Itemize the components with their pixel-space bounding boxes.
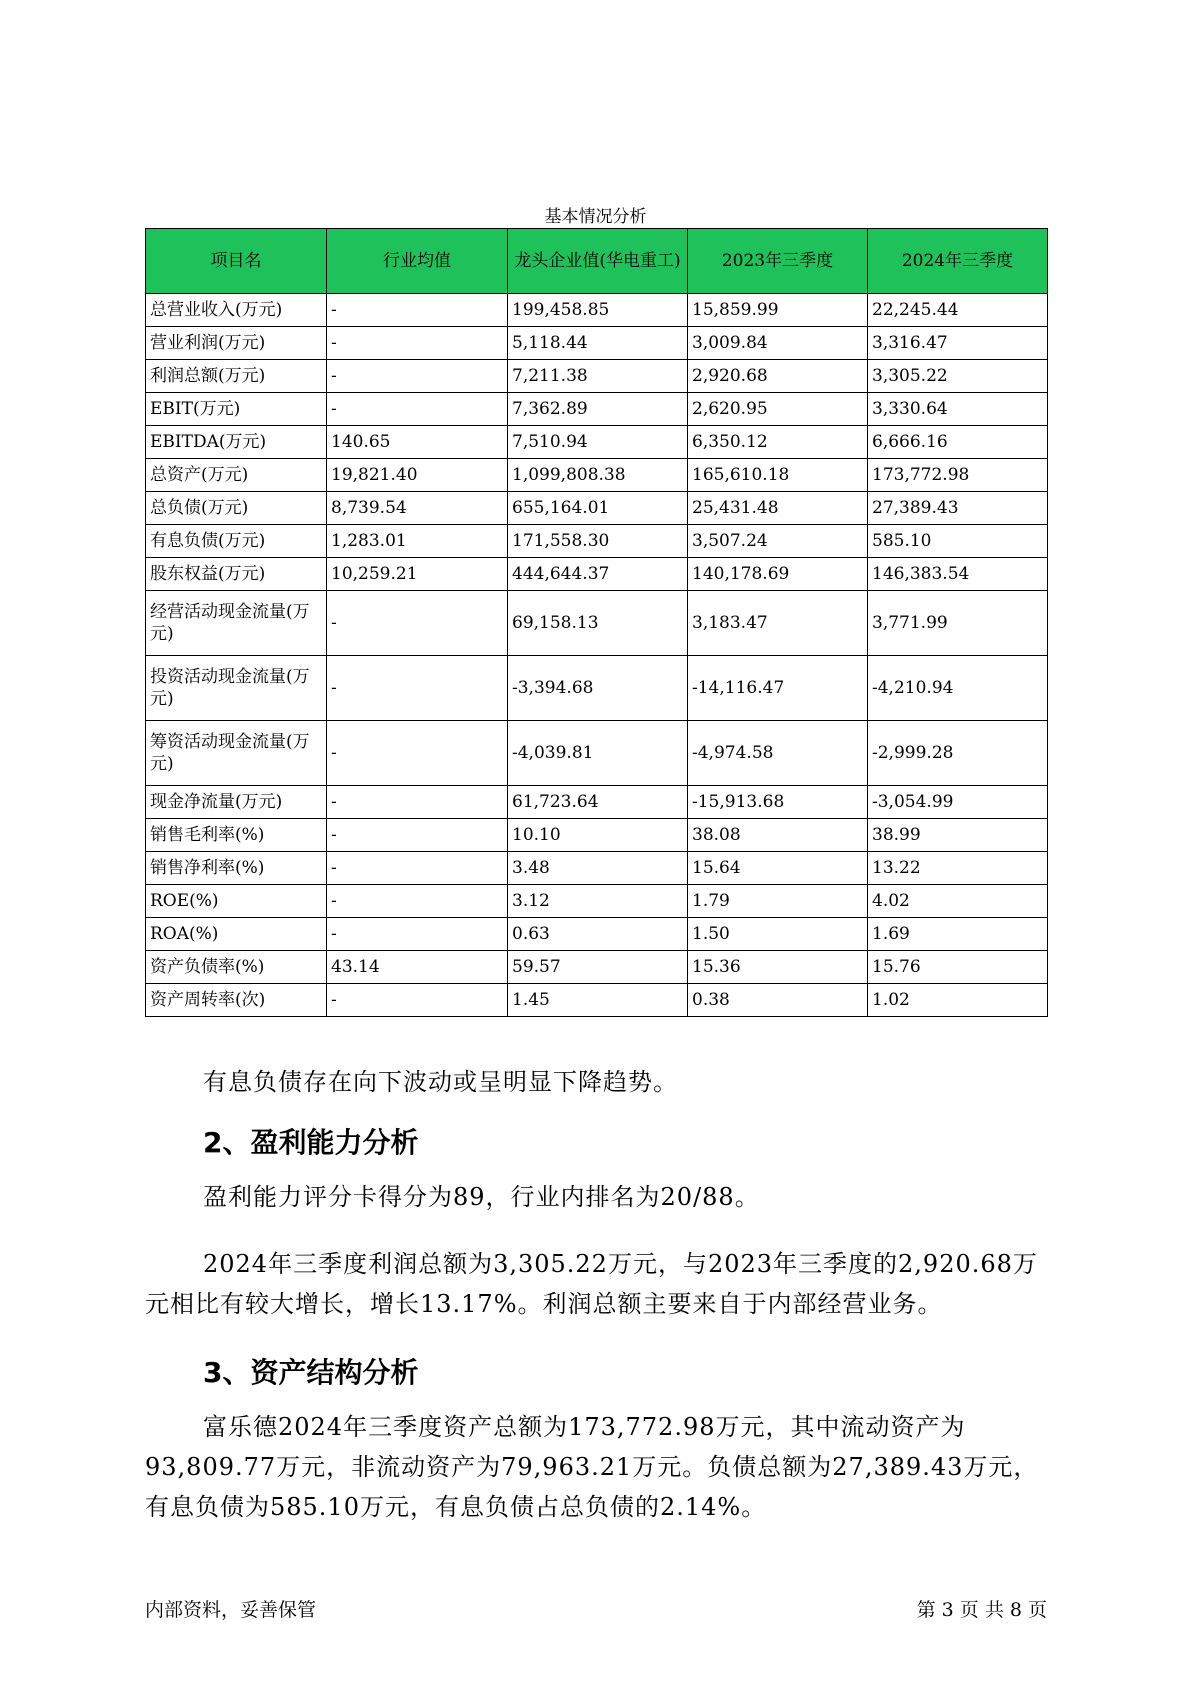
paragraph-profit-score: 盈利能力评分卡得分为89，行业内排名为20/88。 (203, 1183, 760, 1211)
column-header: 2024年三季度 (868, 229, 1048, 294)
table-cell-industry: - (327, 294, 508, 327)
column-header: 2023年三季度 (688, 229, 868, 294)
table-cell-q3-2023: 165,610.18 (688, 459, 868, 492)
table-cell-q3-2023: 2,920.68 (688, 360, 868, 393)
table-cell-q3-2023: 0.38 (688, 984, 868, 1017)
table-cell-industry: - (327, 819, 508, 852)
table-row (146, 885, 1048, 918)
table-row (146, 360, 1048, 393)
table-cell-industry: - (327, 885, 508, 918)
table-cell-q3-2023: 6,350.12 (688, 426, 868, 459)
table-cell-name: 经营活动现金流量(万元) (146, 591, 327, 656)
table-row (146, 558, 1048, 591)
table-cell-leader: 444,644.37 (508, 558, 688, 591)
table-cell-leader: 199,458.85 (508, 294, 688, 327)
column-header: 项目名 (146, 229, 327, 294)
table-cell-name: ROE(%) (146, 885, 327, 918)
table-cell-name: 资产负债率(%) (146, 951, 327, 984)
table-cell-leader: 3.48 (508, 852, 688, 885)
table-cell-q3-2023: 3,183.47 (688, 591, 868, 656)
table-cell-leader: 5,118.44 (508, 327, 688, 360)
table-cell-industry: 140.65 (327, 426, 508, 459)
table-cell-q3-2023: -4,974.58 (688, 721, 868, 786)
table-cell-name: 投资活动现金流量(万元) (146, 656, 327, 721)
table-cell-leader: -3,394.68 (508, 656, 688, 721)
table-row (146, 591, 1048, 656)
table-cell-q3-2024: 585.10 (868, 525, 1048, 558)
table-cell-q3-2024: 146,383.54 (868, 558, 1048, 591)
table-cell-q3-2023: 15,859.99 (688, 294, 868, 327)
table-row (146, 918, 1048, 951)
section-heading-asset-structure: 3、资产结构分析 (203, 1356, 419, 1389)
table-cell-name: 有息负债(万元) (146, 525, 327, 558)
table-header-row (146, 229, 1048, 294)
table-cell-leader: -4,039.81 (508, 721, 688, 786)
basic-analysis-table (145, 228, 1048, 1017)
table-cell-q3-2024: 22,245.44 (868, 294, 1048, 327)
table-cell-industry: - (327, 852, 508, 885)
section-heading-profitability: 2、盈利能力分析 (203, 1126, 419, 1159)
table-cell-q3-2024: 38.99 (868, 819, 1048, 852)
table-cell-q3-2023: -14,116.47 (688, 656, 868, 721)
table-cell-name: 股东权益(万元) (146, 558, 327, 591)
table-row (146, 852, 1048, 885)
table-cell-industry: - (327, 393, 508, 426)
table-cell-q3-2024: 13.22 (868, 852, 1048, 885)
table-cell-name: 筹资活动现金流量(万元) (146, 721, 327, 786)
table-cell-q3-2024: 1.02 (868, 984, 1048, 1017)
table-cell-industry: - (327, 327, 508, 360)
table-cell-q3-2024: 3,316.47 (868, 327, 1048, 360)
table-cell-name: 营业利润(万元) (146, 327, 327, 360)
table-cell-q3-2024: 6,666.16 (868, 426, 1048, 459)
table-cell-industry: - (327, 591, 508, 656)
paragraph-interest-debt: 有息负债存在向下波动或呈明显下降趋势。 (203, 1068, 678, 1096)
table-cell-name: 利润总额(万元) (146, 360, 327, 393)
table-row (146, 492, 1048, 525)
table-cell-industry: - (327, 786, 508, 819)
table-cell-q3-2024: 15.76 (868, 951, 1048, 984)
table-cell-q3-2023: 15.36 (688, 951, 868, 984)
table-cell-leader: 7,211.38 (508, 360, 688, 393)
table-cell-name: 销售毛利率(%) (146, 819, 327, 852)
table-cell-leader: 59.57 (508, 951, 688, 984)
table-cell-leader: 7,362.89 (508, 393, 688, 426)
table-row (146, 294, 1048, 327)
table-cell-q3-2024: 3,771.99 (868, 591, 1048, 656)
table-cell-industry: - (327, 918, 508, 951)
table-cell-name: ROA(%) (146, 918, 327, 951)
table-cell-q3-2023: 1.79 (688, 885, 868, 918)
table-cell-industry: - (327, 721, 508, 786)
table-row (146, 459, 1048, 492)
table-row (146, 951, 1048, 984)
table-cell-leader: 655,164.01 (508, 492, 688, 525)
table-row (146, 984, 1048, 1017)
table-cell-q3-2023: 2,620.95 (688, 393, 868, 426)
table-row (146, 786, 1048, 819)
table-cell-q3-2024: 3,305.22 (868, 360, 1048, 393)
table-cell-name: 总负债(万元) (146, 492, 327, 525)
column-header: 龙头企业值(华电重工) (508, 229, 688, 294)
table-cell-leader: 3.12 (508, 885, 688, 918)
table-cell-name: EBIT(万元) (146, 393, 327, 426)
table-cell-q3-2024: 27,389.43 (868, 492, 1048, 525)
table-cell-q3-2023: 38.08 (688, 819, 868, 852)
table-cell-q3-2023: 3,507.24 (688, 525, 868, 558)
footer-page-number: 第 3 页 共 8 页 (916, 1599, 1047, 1621)
table-cell-q3-2023: 1.50 (688, 918, 868, 951)
table-cell-name: 总营业收入(万元) (146, 294, 327, 327)
table-cell-name: EBITDA(万元) (146, 426, 327, 459)
footer-confidential: 内部资料，妥善保管 (145, 1599, 317, 1621)
table-row (146, 393, 1048, 426)
table-cell-leader: 69,158.13 (508, 591, 688, 656)
table-cell-industry: - (327, 984, 508, 1017)
table-cell-q3-2024: 173,772.98 (868, 459, 1048, 492)
table-row (146, 426, 1048, 459)
table-cell-industry: 8,739.54 (327, 492, 508, 525)
table-cell-leader: 1.45 (508, 984, 688, 1017)
table-cell-q3-2023: 3,009.84 (688, 327, 868, 360)
table-cell-leader: 171,558.30 (508, 525, 688, 558)
paragraph-profit-total: 2024年三季度利润总额为3,305.22万元，与2023年三季度的2,920.68万元相比有较大增长，增长13.17%。利润总额主要来自于内部经营业务。 (145, 1250, 1038, 1318)
paragraph-asset-structure: 富乐德2024年三季度资产总额为173,772.98万元，其中流动资产为93,809.77万元，非流动资产为79,963.21万元。负债总额为27,389.43万元，有息负债为585.10万元，有息负债占总负债的2.14%。 (145, 1413, 1039, 1521)
table-row (146, 327, 1048, 360)
table-caption: 基本情况分析 (544, 207, 647, 227)
table-cell-industry: - (327, 360, 508, 393)
table-cell-q3-2024: 3,330.64 (868, 393, 1048, 426)
table-cell-leader: 7,510.94 (508, 426, 688, 459)
table-cell-leader: 1,099,808.38 (508, 459, 688, 492)
table-cell-q3-2024: -3,054.99 (868, 786, 1048, 819)
table-cell-name: 现金净流量(万元) (146, 786, 327, 819)
table-cell-q3-2024: -2,999.28 (868, 721, 1048, 786)
table-cell-industry: 19,821.40 (327, 459, 508, 492)
table-cell-industry: 1,283.01 (327, 525, 508, 558)
table-row (146, 721, 1048, 786)
table-cell-name: 销售净利率(%) (146, 852, 327, 885)
table-cell-industry: - (327, 656, 508, 721)
table-cell-name: 总资产(万元) (146, 459, 327, 492)
table-row (146, 656, 1048, 721)
column-header: 行业均值 (327, 229, 508, 294)
table-cell-q3-2024: 4.02 (868, 885, 1048, 918)
table-cell-q3-2023: 15.64 (688, 852, 868, 885)
table-row (146, 525, 1048, 558)
table-cell-leader: 10.10 (508, 819, 688, 852)
table-cell-q3-2024: -4,210.94 (868, 656, 1048, 721)
table-cell-q3-2023: -15,913.68 (688, 786, 868, 819)
table-cell-q3-2023: 140,178.69 (688, 558, 868, 591)
table-cell-q3-2024: 1.69 (868, 918, 1048, 951)
table-cell-leader: 61,723.64 (508, 786, 688, 819)
table-cell-q3-2023: 25,431.48 (688, 492, 868, 525)
table-cell-name: 资产周转率(次) (146, 984, 327, 1017)
table-cell-industry: 10,259.21 (327, 558, 508, 591)
table-cell-industry: 43.14 (327, 951, 508, 984)
table-cell-leader: 0.63 (508, 918, 688, 951)
table-row (146, 819, 1048, 852)
